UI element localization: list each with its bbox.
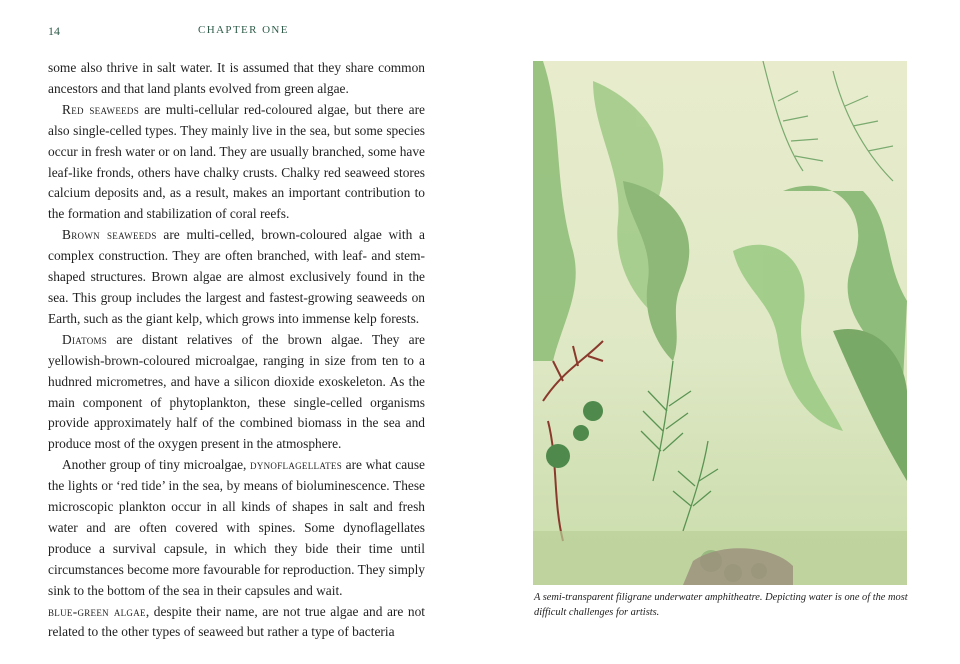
page-number: 14 [48,24,60,38]
paragraph-dynoflagellates [48,455,425,601]
paragraph-brown-seaweeds [48,225,425,330]
paragraph-text: Another group of tiny microalgae, [62,457,251,473]
paragraph-text: are multi-celled, brown-coloured algae with a complex construction. They are often branched, with leaf- and stem-shaped structures. Brown algae are almost exclusively found in the sea. This group includes the largest and fastest-growing seaweeds on Earth, such as the giant kelp, which grows into immense kelp forests. [48,227,425,326]
body-text [48,58,425,643]
paragraph-red-seaweeds [48,100,425,225]
term-diatoms: Diatoms [62,331,108,347]
seaweed-artwork [533,61,907,585]
water-background [533,61,907,585]
paragraph-text: , despite their name, are not true algae and are not related to the other types of seaweed but rather a type of bacteria [48,603,425,640]
paragraph-text: are what cause the lights or ‘red tide’ in the sea, by means of bioluminescence. These microscopic plankton occur in all kinds of shapes in salt and fresh water and are often covered with spines. Some dynoflagellates produce a survival capsule, in which they bide their time until circumstances become more favourable for reproduction. They simply sink to the bottom of the sea in their capsules and wait. [48,457,426,598]
figure-caption: A semi-transparent filigrane underwater amphitheatre. Depicting water is one of the most difficult challenges for artists. [534,592,908,618]
term-dynoflagellates: dynoflagellates [250,457,343,473]
seaweed-illustration [533,61,907,585]
paragraph-text: are multi-cellular red-coloured algae, but there are also single-celled types. They mainly live in the sea, but some species occur in fresh water or on land. They are usually branched, some have leaf-like fronds, others have chalky crusts. Chalky red seaweed stores calcium deposits and, as a result, makes an important contribution to the formation and stabilization of coral reefs. [48,101,426,222]
paragraph-blue-green-algae [48,602,425,644]
term-brown-seaweeds: Brown seaweeds [62,227,157,243]
paragraph-text: are distant relatives of the brown algae. They are yellowish-brown-coloured microalgae, ranging in size from ten to a hudnred micrometres, and have a silicon dioxide exoskeleton. As the main component of phytoplankton, these single-celled organisms provide approximately half of the combined biomass in the sea and produce most of the oxygen present in the atmosphere. [48,331,425,452]
paragraph-diatoms [48,330,425,455]
term-red-seaweeds: Red seaweeds [62,101,140,117]
paragraph-1: some also thrive in salt water. It is assumed that they share common ancestors and that land plants evolved from green algae. [48,60,425,96]
term-blue-green-algae: blue-green algae [48,603,146,619]
running-head: CHAPTER ONE [198,24,289,36]
